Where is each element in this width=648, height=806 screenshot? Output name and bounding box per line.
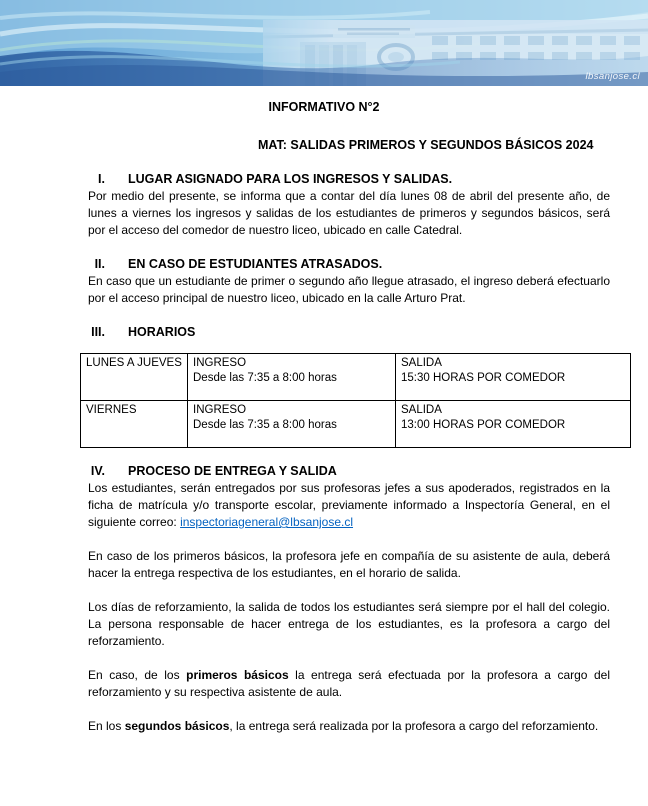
section-heading-atrasados — [88, 256, 610, 273]
cell-day: VIERNES — [81, 401, 188, 448]
salida-label: SALIDA — [401, 404, 442, 416]
paragraph-text: , la entrega será realizada por la profesora a cargo del reforzamiento. — [229, 719, 599, 733]
section-label: PROCESO DE ENTREGA Y SALIDA — [128, 464, 337, 478]
cell-ingreso — [188, 354, 396, 401]
ingreso-detail: Desde las 7:35 a 8:00 horas — [193, 372, 337, 384]
page-title: INFORMATIVO N°2 — [268, 100, 380, 114]
ingreso-label: INGRESO — [193, 357, 247, 369]
schedule-table-wrapper — [80, 353, 630, 448]
section-label: HORARIOS — [128, 325, 196, 339]
cell-ingreso — [188, 401, 396, 448]
document-body — [0, 86, 648, 735]
paragraph-text: En caso, de los — [88, 668, 187, 682]
table-row — [81, 354, 631, 401]
paragraph-text: En los — [88, 719, 125, 733]
section-label: LUGAR ASIGNADO PARA LOS INGRESOS Y SALIDAS. — [128, 172, 453, 186]
subject-line: MAT: SALIDAS PRIMEROS Y SEGUNDOS BÁSICOS 2024 — [258, 138, 594, 152]
paragraph-text: la entrega será efectuada por la profesora a cargo del reforzamiento y su respectiva asistente de aula. — [88, 668, 610, 699]
salida-detail: 15:30 HORAS POR COMEDOR — [401, 372, 566, 384]
ingreso-label: INGRESO — [193, 404, 247, 416]
paragraph-primeros-reforzamiento — [88, 667, 610, 701]
paragraph-lugar: Por medio del presente, se informa que a contar del día lunes 08 de abril del presente año, de lunes a viernes los ingresos y salidas de los estudiantes de primeros y segundos básicos, será por el acceso del comedor de nuestro liceo, ubicado en calle Catedral. — [88, 189, 610, 237]
ingreso-detail: Desde las 7:35 a 8:00 horas — [193, 419, 337, 431]
salida-label: SALIDA — [401, 357, 442, 369]
section-heading-lugar — [88, 171, 610, 188]
paragraph-atrasados: En caso que un estudiante de primer o segundo año llegue atrasado, el ingreso deberá efectuarlo por el acceso principal de nuestro liceo, ubicado en la calle Arturo Prat. — [88, 274, 610, 305]
cell-salida — [396, 401, 631, 448]
paragraph-reforzamiento-hall: Los días de reforzamiento, la salida de todos los estudiantes será siempre por el hall del colegio. La persona responsable de hacer entrega de los estudiantes, es la profesora a cargo del reforzamiento. — [88, 600, 610, 648]
section-heading-horarios — [88, 324, 610, 341]
paragraph-primeros-jefe: En caso de los primeros básicos, la profesora jefe en compañía de su asistente de aula, deberá hacer la entrega respectiva de los estudiantes, en el horario de salida. — [88, 549, 610, 580]
bold-segundos-basicos: segundos básicos — [124, 719, 230, 733]
schedule-table — [80, 353, 631, 448]
header-banner — [0, 0, 648, 86]
site-watermark: lbsanjose.cl — [585, 71, 640, 82]
section-heading-proceso — [88, 463, 610, 480]
header-wave-graphic — [0, 0, 648, 86]
table-row — [81, 401, 631, 448]
email-link[interactable]: inspectoriageneral@lbsanjose.cl — [180, 515, 354, 529]
section-label: EN CASO DE ESTUDIANTES ATRASADOS. — [128, 257, 383, 271]
cell-day: LUNES A JUEVES — [81, 354, 188, 401]
paragraph-entrega-correo — [88, 480, 610, 531]
paragraph-segundos-reforzamiento — [88, 718, 610, 735]
section-numeral: III. — [91, 325, 105, 339]
salida-detail: 13:00 HORAS POR COMEDOR — [401, 419, 566, 431]
paragraph-text: Los estudiantes, serán entregados por sus profesoras jefes a sus apoderados, registrados en la ficha de matrícula y/o transporte escolar, previamente informado a Inspectoría General, en el siguiente correo: — [88, 481, 610, 529]
section-numeral: I. — [98, 172, 105, 186]
cell-salida — [396, 354, 631, 401]
bold-primeros-basicos: primeros básicos — [186, 668, 289, 682]
section-numeral: IV. — [90, 464, 105, 478]
section-numeral: II. — [94, 257, 105, 271]
